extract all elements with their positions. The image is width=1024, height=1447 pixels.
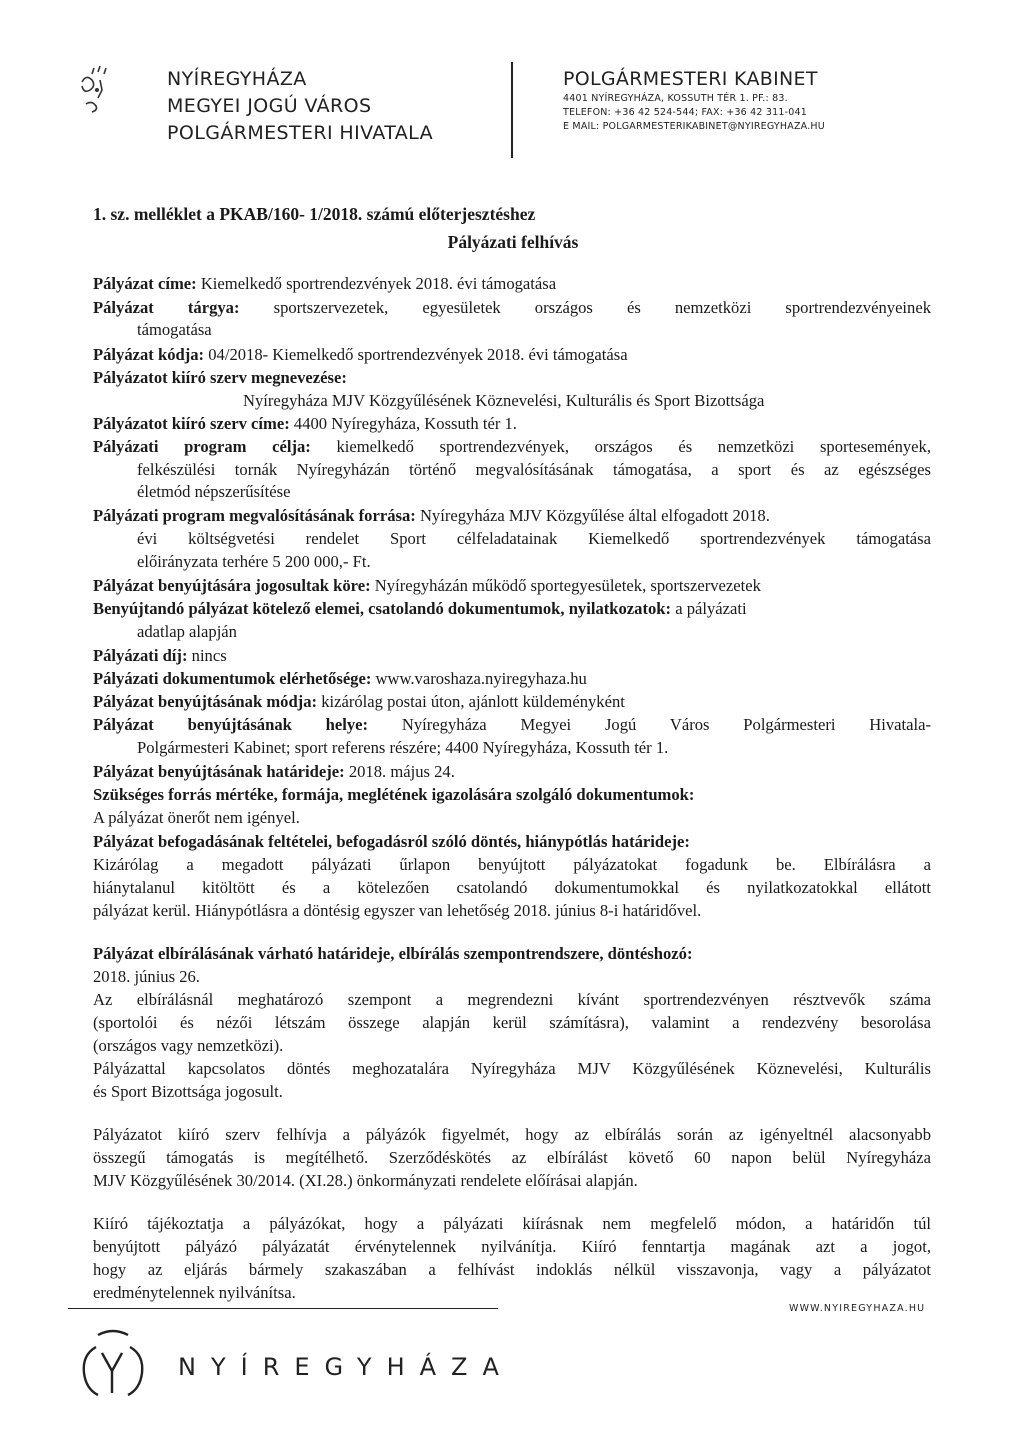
nyiregyhaza-logo-icon (68, 1325, 158, 1405)
footer-city-wordmark: NYÍREGYHÁZA (178, 1353, 514, 1381)
header-left-line-2: MEGYEI JOGÚ VÁROS (167, 95, 372, 117)
header-address: 4401 NYÍREGYHÁZA, KOSSUTH TÉR 1. PF.: 83. (563, 93, 788, 104)
notice-2-line-4: eredménytelennek nyilvánítsa. (93, 1283, 296, 1302)
field-title: Pályázat címe: Kiemelkedő sportrendezvények 2018. évi támogatása (93, 274, 557, 293)
field-evaluation-line-4: Pályázattal kapcsolatos döntés meghozatalára Nyíregyháza MJV Közgyűlésének Köznevelési, Kulturális (93, 1059, 931, 1078)
header-institution (167, 66, 433, 147)
field-eligible: Pályázat benyújtására jogosultak köre: Nyíregyházán működő sportegyesületek, sportszervezetek (93, 576, 761, 595)
field-evaluation-line-3: (országos vagy nemzetközi). (93, 1036, 284, 1055)
notice-2-line-3: hogy az eljárás bármely szakaszában a felhívást indoklás nélkül visszavonja, vagy a pályázatot (93, 1260, 931, 1279)
field-source-cont-2: előirányzata terhére 5 200 000,- Ft. (137, 552, 371, 571)
field-evaluation-line-2: (sportolói és nézői létszám összege alapján kerül számításra), valamint a rendezvény besorolása (93, 1013, 931, 1032)
field-submission-place: Pályázat benyújtásának helye: Nyíregyháza Megyei Jogú Város Polgármesteri Hivatala- (93, 715, 932, 734)
footer-website: WWW.NYIREGYHAZA.HU (789, 1303, 926, 1314)
field-submission-place-cont: Polgármesteri Kabinet; sport referens részére; 4400 Nyíregyháza, Kossuth tér 1. (137, 738, 669, 757)
field-documents-availability: Pályázati dokumentumok elérhetősége: www.varoshaza.nyiregyhaza.hu (93, 669, 587, 688)
field-goal-cont-1: felkészülési tornák Nyíregyházán történő megvalósításának támogatása, a sport és az egészséges (137, 460, 931, 479)
field-code: Pályázat kódja: 04/2018- Kiemelkedő sportrendezvények 2018. évi támogatása (93, 345, 628, 364)
field-source-cont-1: évi költségvetési rendelet Sport célfeladatainak Kiemelkedő sportrendezvények támogatása (137, 529, 931, 548)
field-funding-value: A pályázat önerőt nem igényel. (93, 808, 300, 827)
field-goal: Pályázati program célja: kiemelkedő sportrendezvények, országos és nemzetközi sportesemények, (93, 437, 931, 456)
field-evaluation-date: 2018. június 26. (93, 967, 200, 986)
field-deadline: Pályázat benyújtásának határideje: 2018. május 24. (93, 762, 455, 781)
field-acceptance-label: Pályázat befogadásának feltételei, befogadásról szóló döntés, hiánypótlás határideje: (93, 832, 690, 851)
field-funding-label: Szükséges forrás mértéke, formája, meglétének igazolására szolgáló dokumentumok: (93, 785, 695, 804)
notice-1-line-3: MJV Közgyűlésének 30/2014. (XI.28.) önkormányzati rendelete előírásai alapján. (93, 1171, 638, 1190)
notice-2-line-2: benyújtott pályázó pályázatát érvénytelennek nyilvánítja. Kiíró fenntartja magának azt a jogot, (93, 1237, 931, 1256)
header-office-title: POLGÁRMESTERI KABINET (563, 68, 818, 90)
field-subject-cont: támogatása (137, 320, 212, 339)
field-issuer-value: Nyíregyháza MJV Közgyűlésének Köznevelési, Kulturális és Sport Bizottsága (243, 391, 765, 410)
field-acceptance-line-3: pályázat kerül. Hiánypótlásra a döntésig egyszer van lehetőség 2018. június 8-i határidővel. (93, 901, 702, 920)
field-required-docs-cont: adatlap alapján (137, 622, 237, 641)
field-submission-method: Pályázat benyújtásának módja: kizárólag postai úton, ajánlott küldeményként (93, 692, 625, 711)
header-left-line-3: POLGÁRMESTERI HIVATALA (167, 122, 433, 144)
header-left-line-1: NYÍREGYHÁZA (167, 68, 307, 90)
header-phone: TELEFON: +36 42 524-544; FAX: +36 42 311-041 (563, 107, 807, 118)
field-required-docs: Benyújtandó pályázat kötelező elemei, csatolandó dokumentumok, nyilatkozatok: a pályázati (93, 599, 747, 618)
field-evaluation-label: Pályázat elbírálásának várható határideje, elbírálás szempontrendszere, döntéshozó: (93, 944, 693, 963)
field-evaluation-line-5: és Sport Bizottsága jogosult. (93, 1082, 283, 1101)
notice-2-line-1: Kiíró tájékoztatja a pályázókat, hogy a pályázati kiírásnak nem megfelelő módon, a határidőn túl (93, 1214, 931, 1233)
field-source: Pályázati program megvalósításának forrása: Nyíregyháza MJV Közgyűlése által elfogadott 2018. (93, 506, 770, 525)
field-issuer-address: Pályázatot kiíró szerv címe: 4400 Nyíregyháza, Kossuth tér 1. (93, 414, 517, 433)
field-evaluation-line-1: Az elbírálásnál meghatározó szempont a megrendezni kívánt sportrendezvényen résztvevők száma (93, 990, 931, 1009)
notice-1-line-2: összegű támogatás is megítélhető. Szerződéskötés az elbírálást követő 60 napon belül Nyíregyháza (93, 1148, 931, 1167)
field-acceptance-line-1: Kizárólag a megadott pályázati űrlapon benyújtott pályázatokat fogadunk be. Elbírálásra a (93, 855, 931, 874)
notice-1-line-1: Pályázatot kiíró szerv felhívja a pályázók figyelmét, hogy az elbírálás során az igényeltnél alacsonyabb (93, 1125, 931, 1144)
field-goal-cont-2: életmód népszerűsítése (137, 482, 291, 501)
header-email: E MAIL: POLGARMESTERIKABINET@NYIREGYHAZA.HU (563, 121, 825, 132)
field-fee: Pályázati díj: nincs (93, 646, 227, 665)
field-issuer-label: Pályázatot kiíró szerv megnevezése: (93, 368, 347, 387)
header-office (563, 66, 825, 134)
footer-rule (68, 1308, 498, 1309)
document-title: Pályázati felhívás (447, 232, 579, 252)
header-divider (511, 62, 513, 158)
field-subject: Pályázat tárgya: sportszervezetek, egyesületek országos és nemzetközi sportrendezvényeinek (93, 298, 932, 317)
annex-reference: 1. sz. melléklet a PKAB/160- 1/2018. számú előterjesztéshez (93, 204, 536, 224)
field-acceptance-line-2: hiánytalanul kitöltött és a kötelezően csatolandó dokumentumokkal és nyilatkozatokkal ellátott (93, 878, 931, 897)
city-crest-icon (68, 60, 138, 120)
